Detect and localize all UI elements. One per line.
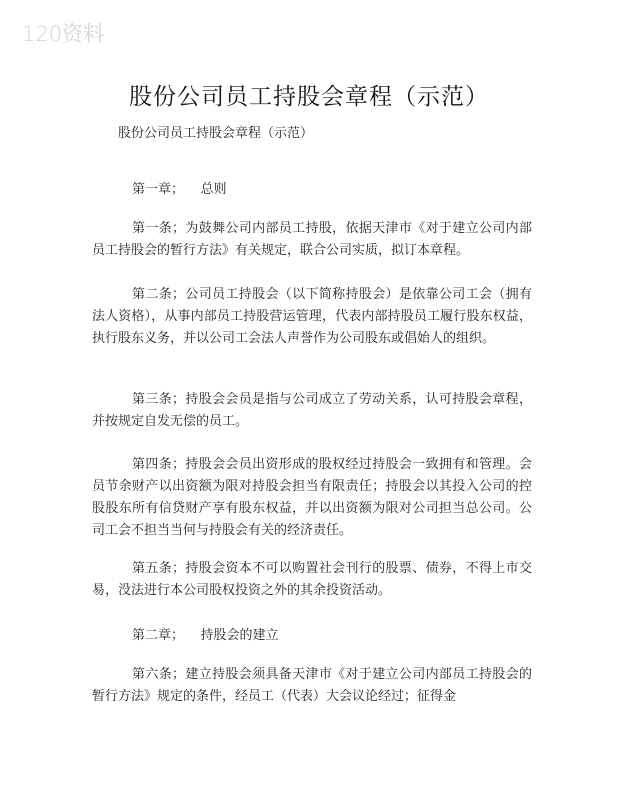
article-2 [92, 284, 532, 350]
article-text: 第三条；持股会会员是指与公司成立了劳动关系，认可持股会章程，并按规定自发无偿的员工。 [92, 392, 532, 429]
article-6 [92, 664, 532, 708]
article-text: 第四条；持股会会员出资形成的股权经过持股会一致拥有和管理。会员节余财产以出资额为限对持股会担当有限责任；持股会以其投入公司的控股股东所有信贷财产享有股东权益，并以出资额为限对公司担当总公司。公司工会不担当当何与持股会有关的经济责任。 [92, 457, 532, 538]
article-text: 第六条；建立持股会须具备天津市《对于建立公司内部员工持股会的暂行方法》规定的条件，经员工（代表）大会议论经过；征得金 [92, 667, 532, 704]
chapter-label: 第二章； [132, 628, 185, 643]
chapter-heading [132, 178, 227, 197]
article-1 [92, 218, 532, 262]
article-5 [92, 558, 532, 602]
chapter-label: 第一章； [132, 182, 185, 197]
article-text: 第二条；公司员工持股会（以下简称持股会）是依靠公司工会（拥有法人资格），从事内部员工持股营运管理，代表内部持股员工履行股东权益，执行股东义务，并以公司工会法人声誉作为公司股东或倡始人的组织。 [92, 287, 532, 346]
document-subtitle: 股份公司员工持股会章程（示范） [118, 126, 314, 141]
chapter-heading [132, 624, 279, 643]
article-3 [92, 389, 532, 433]
article-text: 第一条；为鼓舞公司内部员工持股，依据天津市《对于建立公司内部员工持股会的暂行方法》有关规定，联合公司实质，拟订本章程。 [92, 221, 532, 258]
chapter-name: 持股会的建立 [200, 628, 279, 643]
chapter-name: 总则 [200, 182, 227, 197]
article-text: 第五条；持股会资本不可以购置社会刊行的股票、债券，不得上市交易，没法进行本公司股权投资之外的其余投资活动。 [92, 561, 532, 598]
document-title: 股份公司员工持股会章程（示范） [129, 84, 489, 110]
article-4 [92, 454, 532, 542]
watermark: 120资料 [22, 22, 105, 46]
